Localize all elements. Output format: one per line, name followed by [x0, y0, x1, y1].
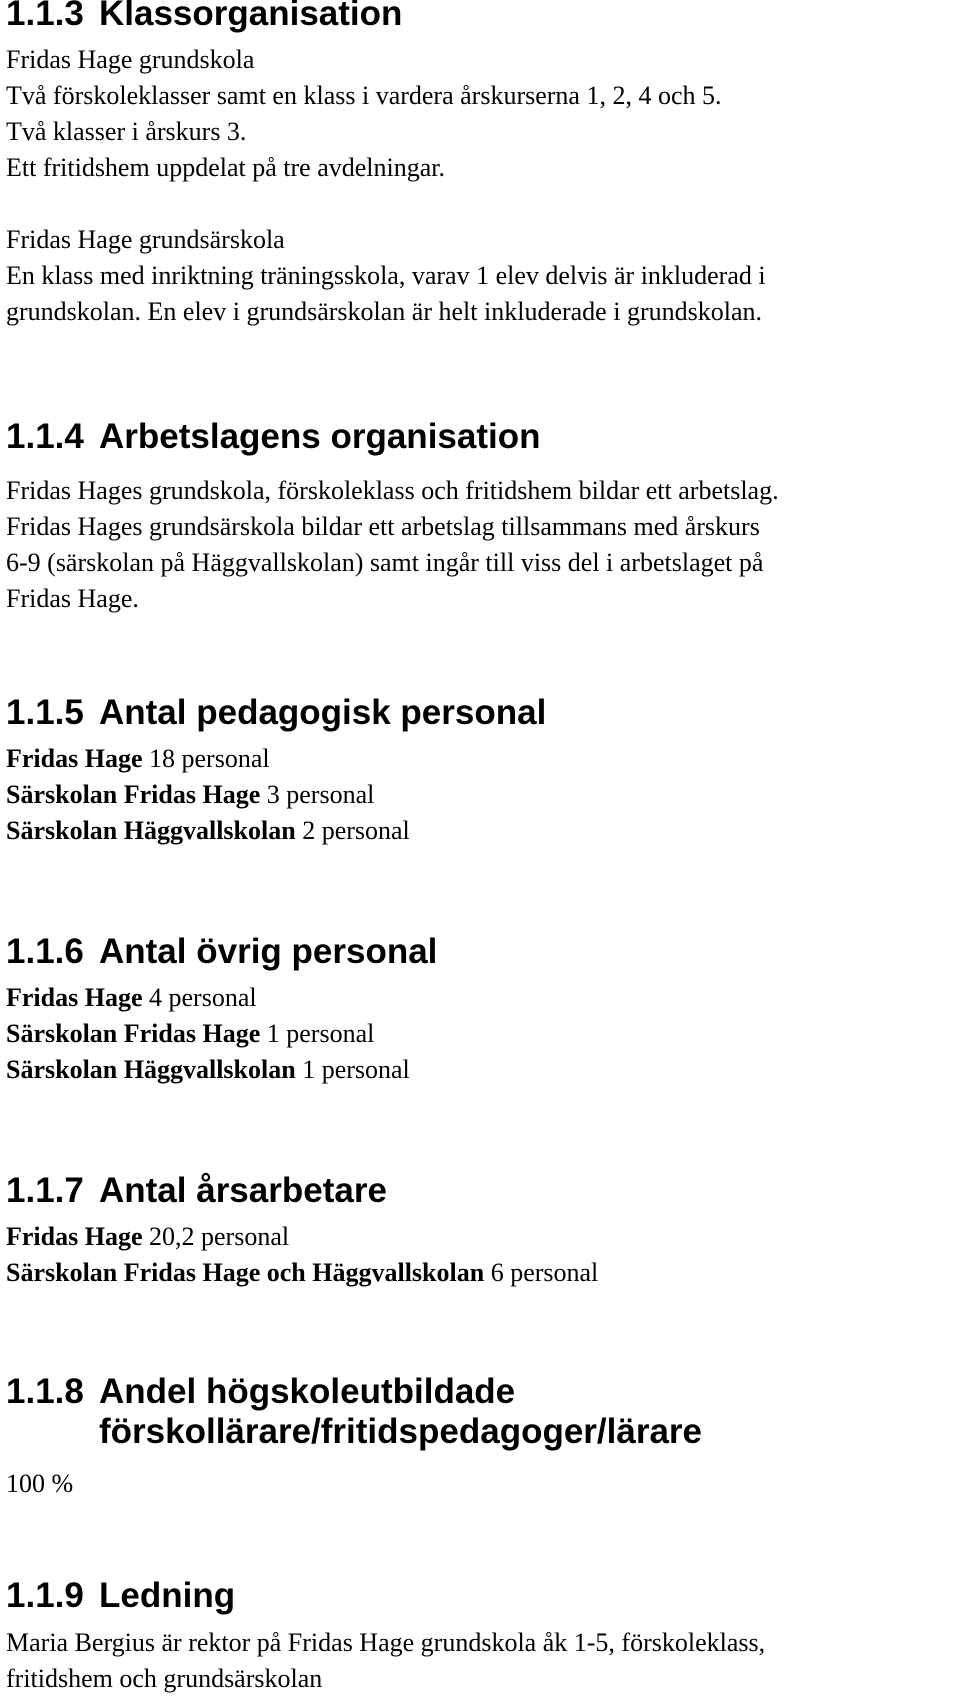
text-line: Två förskoleklasser samt en klass i vardera årskurserna 1, 2, 4 och 5. — [6, 81, 722, 110]
item-value: 18 personal — [142, 744, 270, 773]
list-item — [6, 777, 410, 813]
pedagogisk-personal-list — [6, 741, 410, 849]
item-value: 1 personal — [260, 1019, 375, 1048]
item-value: 3 personal — [260, 780, 375, 809]
heading-number: 1.1.8 — [6, 1372, 84, 1411]
list-item — [6, 1052, 410, 1088]
list-item — [6, 741, 410, 777]
arbetslag-text — [6, 473, 779, 617]
list-item — [6, 1219, 598, 1255]
list-item — [6, 1016, 410, 1052]
item-value: 20,2 personal — [142, 1222, 290, 1251]
heading-ovrig-personal — [6, 932, 437, 972]
text-line: Fridas Hages grundsärskola bildar ett arbetslag tillsammans med årskurs — [6, 512, 760, 541]
text-line: Två klasser i årskurs 3. — [6, 117, 247, 146]
heading-title: Klassorganisation — [99, 0, 403, 33]
text-line: fritidshem och grundsärskolan — [6, 1664, 323, 1693]
heading-ledning — [6, 1576, 235, 1616]
list-item — [6, 980, 410, 1016]
klassorganisation-text — [6, 42, 766, 330]
text-line: En klass med inriktning träningsskola, varav 1 elev delvis är inkluderad i — [6, 261, 766, 290]
text-line: 6-9 (särskolan på Häggvallskolan) samt ingår till viss del i arbetslaget på — [6, 548, 764, 577]
item-label: Särskolan Fridas Hage — [6, 1019, 261, 1048]
heading-klassorganisation — [6, 0, 402, 34]
heading-title: Ledning — [99, 1576, 236, 1615]
heading-pedagogisk-personal — [6, 693, 546, 733]
item-label: Särskolan Fridas Hage — [6, 780, 261, 809]
heading-title: Antal övrig personal — [99, 932, 438, 971]
item-label: Särskolan Häggvallskolan — [6, 816, 296, 845]
item-label: Särskolan Häggvallskolan — [6, 1055, 296, 1084]
item-label: Fridas Hage — [6, 983, 143, 1012]
item-value: 1 personal — [295, 1055, 410, 1084]
ledning-text — [6, 1625, 765, 1697]
arsarbetare-list — [6, 1219, 598, 1291]
item-value: 6 personal — [484, 1258, 599, 1287]
heading-title: Antal årsarbetare — [99, 1171, 387, 1210]
heading-number: 1.1.5 — [6, 693, 84, 732]
heading-number: 1.1.7 — [6, 1171, 84, 1210]
heading-title: Arbetslagens organisation — [99, 417, 541, 456]
item-value: 4 personal — [142, 983, 257, 1012]
text-line: Fridas Hages grundskola, förskoleklass och fritidshem bildar ett arbetslag. — [6, 476, 779, 505]
item-label: Fridas Hage — [6, 1222, 143, 1251]
heading-number: 1.1.3 — [6, 0, 84, 33]
heading-number: 1.1.6 — [6, 932, 84, 971]
ovrig-personal-list — [6, 980, 410, 1088]
heading-hogskoleutbildade — [6, 1372, 702, 1452]
text-line: Ett fritidshem uppdelat på tre avdelningar. — [6, 153, 445, 182]
heading-arbetslagens-organisation — [6, 417, 540, 457]
heading-title: Antal pedagogisk personal — [99, 693, 547, 732]
item-label: Särskolan Fridas Hage och Häggvallskolan — [6, 1258, 485, 1287]
text-line: Fridas Hage grundskola — [6, 45, 255, 74]
heading-number: 1.1.4 — [6, 417, 84, 456]
heading-title-line: förskollärare/fritidspedagoger/lärare — [99, 1412, 702, 1451]
text-line: grundskolan. En elev i grundsärskolan är helt inkluderade i grundskolan. — [6, 297, 762, 326]
text-line: Maria Bergius är rektor på Fridas Hage grundskola åk 1-5, förskoleklass, — [6, 1628, 766, 1657]
heading-title — [99, 1372, 702, 1452]
text-line: Fridas Hage. — [6, 584, 139, 613]
list-item — [6, 813, 410, 849]
hogskoleutbildade-value: 100 % — [6, 1469, 74, 1498]
list-item — [6, 1255, 598, 1291]
heading-title-line: Andel högskoleutbildade — [99, 1372, 516, 1411]
heading-arsarbetare — [6, 1171, 387, 1211]
heading-number: 1.1.9 — [6, 1576, 84, 1615]
item-label: Fridas Hage — [6, 744, 143, 773]
item-value: 2 personal — [295, 816, 410, 845]
text-line: Fridas Hage grundsärskola — [6, 225, 285, 254]
